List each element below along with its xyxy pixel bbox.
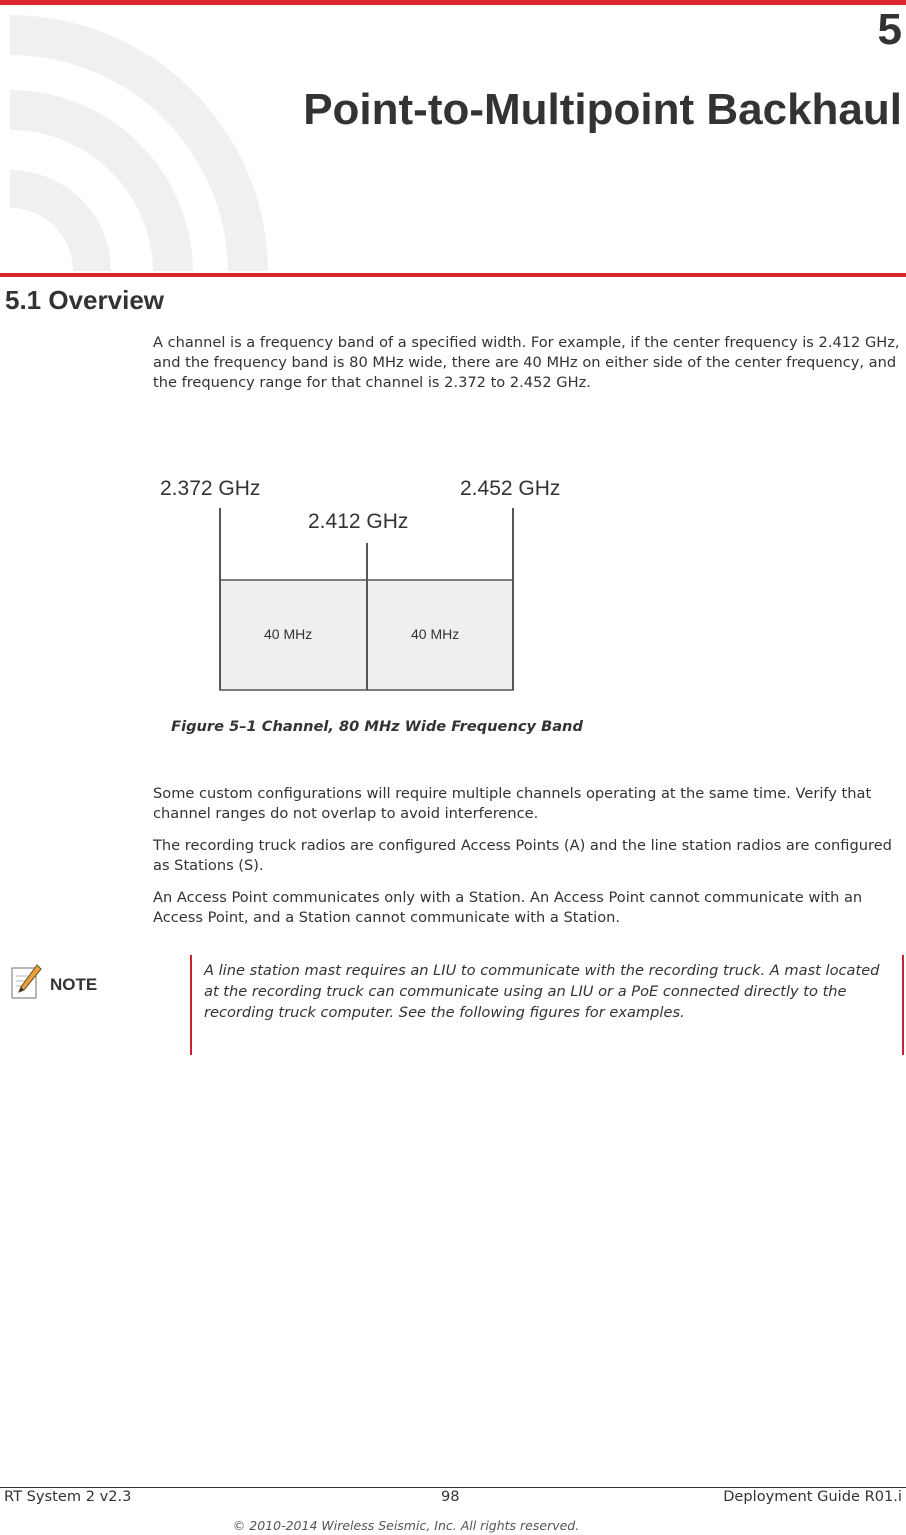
chapter-number: 5: [877, 5, 902, 54]
body-paragraph-1: Some custom configurations will require multiple channels operating at the same time. Verify that channel ranges do not overlap to avoid interference.: [153, 785, 872, 822]
label-band-left: 40 MHz: [264, 626, 313, 642]
intro-paragraph: A channel is a frequency band of a specified width. For example, if the center frequency is 2.412 GHz, and the frequency band is 80 MHz wide, there are 40 MHz on either side of the center frequency, and the frequency range for that channel is 2.372 to 2.452 GHz.: [153, 334, 900, 391]
label-band-right: 40 MHz: [411, 626, 460, 642]
note-rule-right: [902, 955, 904, 1055]
wireless-waves-watermark-icon: [0, 0, 280, 272]
chapter-title: Point-to-Multipoint Backhaul: [303, 85, 902, 134]
pencil-note-icon: [10, 964, 42, 1000]
body-paragraph-2: The recording truck radios are configured Access Points (A) and the line station radios are configured as Stations (S).: [153, 837, 892, 874]
channel-band-diagram: [155, 466, 585, 698]
footer-product: RT System 2 v2.3: [4, 1488, 132, 1505]
footer-document: Deployment Guide R01.i: [723, 1488, 902, 1505]
figure-caption: Figure 5–1 Channel, 80 MHz Wide Frequency Band: [171, 718, 583, 735]
note-rule-left: [190, 955, 192, 1055]
body-paragraph-3: An Access Point communicates only with a Station. An Access Point cannot communicate with an Access Point, and a Station cannot communicate with a Station.: [153, 889, 863, 926]
section-heading: 5.1 Overview: [5, 285, 164, 315]
note-label: NOTE: [50, 975, 98, 994]
label-high-frequency: 2.452 GHz: [460, 477, 561, 500]
label-center-frequency: 2.412 GHz: [308, 510, 409, 533]
footer-page-number: 98: [441, 1488, 460, 1505]
label-low-frequency: 2.372 GHz: [160, 477, 261, 500]
note-text: A line station mast requires an LIU to communicate with the recording truck. A mast located at the recording truck can communicate using an LIU or a PoE connected directly to the recording truck computer. See the following figures for examples.: [204, 962, 880, 1021]
title-rule: [0, 273, 906, 277]
footer-copyright: © 2010-2014 Wireless Seismic, Inc. All rights reserved.: [232, 1518, 580, 1533]
